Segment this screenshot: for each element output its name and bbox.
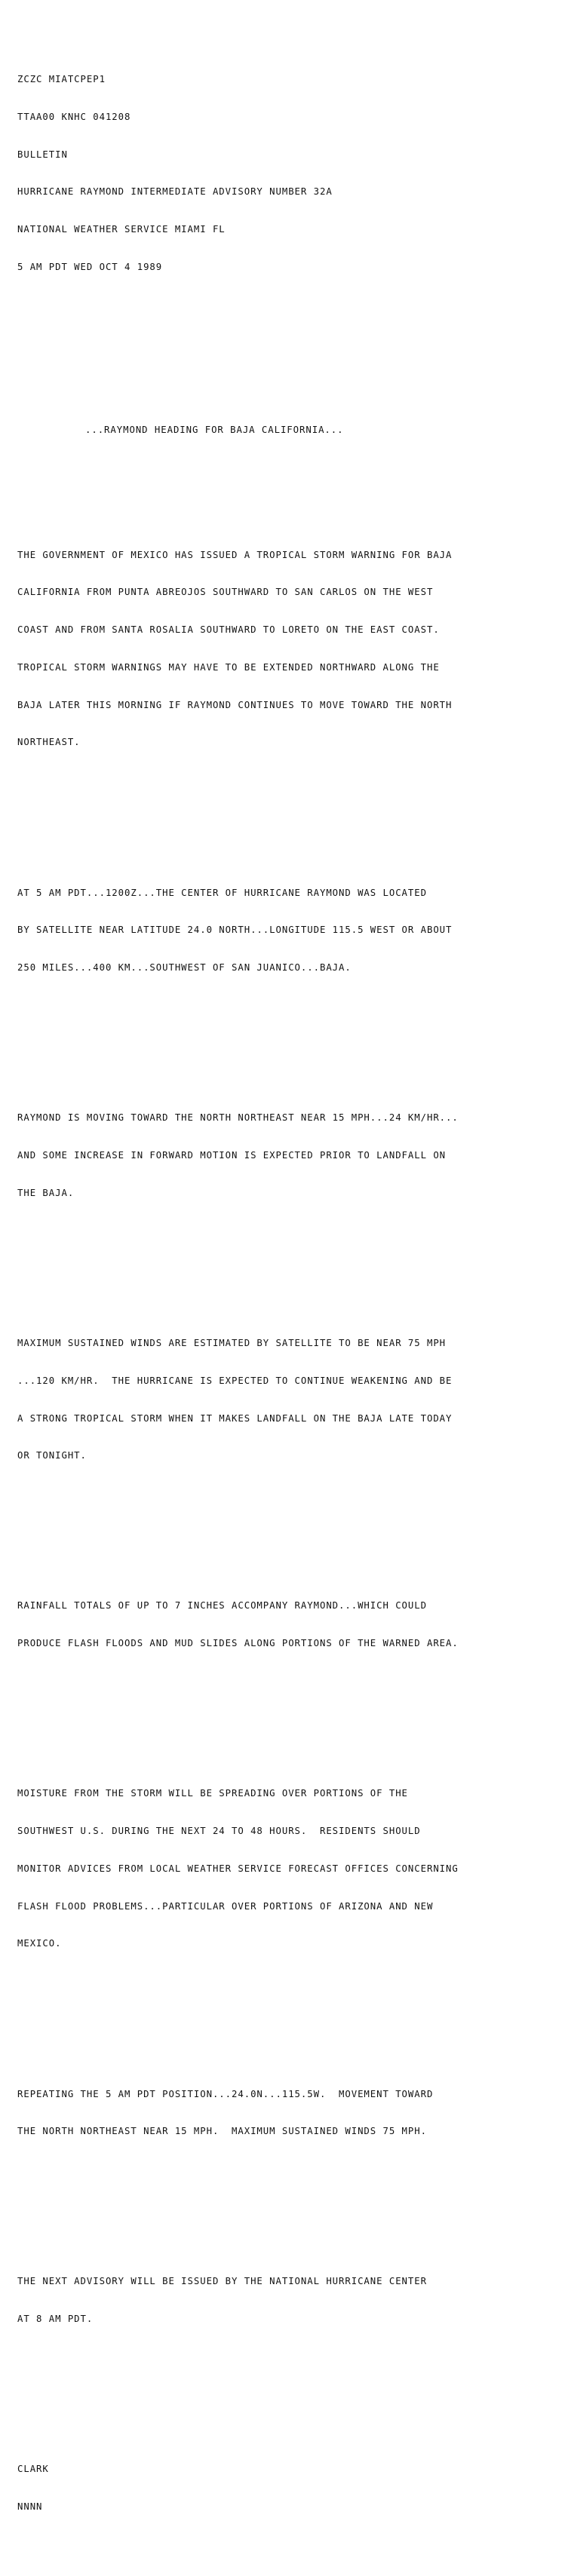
spacer xyxy=(17,373,565,386)
header-block xyxy=(17,48,565,299)
paragraph-line: THE GOVERNMENT OF MEXICO HAS ISSUED A TROPICAL STORM WARNING FOR BAJA xyxy=(17,549,453,560)
paragraph-next-advisory xyxy=(17,2250,565,2351)
advisory-title: HURRICANE RAYMOND INTERMEDIATE ADVISORY NUMBER 32A xyxy=(17,186,333,198)
paragraph-line: AND SOME INCREASE IN FORWARD MOTION IS EXPECTED PRIOR TO LANDFALL ON xyxy=(17,1150,447,1161)
spacer xyxy=(17,1525,565,1538)
paragraph-line: MEXICO. xyxy=(17,1938,62,1949)
paragraph-rainfall xyxy=(17,1575,565,1675)
paragraph-line: AT 8 AM PDT. xyxy=(17,2314,94,2325)
spacer xyxy=(17,1037,565,1050)
paragraph-position xyxy=(17,861,565,999)
end-marker: NNNN xyxy=(17,2501,43,2513)
paragraph-line: 250 MILES...400 KM...SOUTHWEST OF SAN JUANICO...BAJA. xyxy=(17,962,352,974)
paragraph-line: A STRONG TROPICAL STORM WHEN IT MAKES LANDFALL ON THE BAJA LATE TODAY xyxy=(17,1412,453,1424)
issuing-office: NATIONAL WEATHER SERVICE MIAMI FL xyxy=(17,224,226,235)
paragraph-movement xyxy=(17,1087,565,1225)
paragraph-line: THE BAJA. xyxy=(17,1187,75,1198)
spacer xyxy=(17,1262,565,1274)
spacer xyxy=(17,811,565,824)
spacer xyxy=(17,336,565,348)
paragraph-line: TROPICAL STORM WARNINGS MAY HAVE TO BE EXTENDED NORTHWARD ALONG THE xyxy=(17,661,440,673)
headline: ...RAYMOND HEADING FOR BAJA CALIFORNIA... xyxy=(85,424,344,435)
paragraph-line: REPEATING THE 5 AM PDT POSITION...24.0N...115.5W. MOVEMENT TOWARD xyxy=(17,2088,434,2099)
paragraph-line: MOISTURE FROM THE STORM WILL BE SPREADING OVER PORTIONS OF THE xyxy=(17,1788,408,1799)
spacer xyxy=(17,474,565,486)
paragraph-line: MONITOR ADVICES FROM LOCAL WEATHER SERVICE FORECAST OFFICES CONCERNING xyxy=(17,1863,459,1874)
footer-block xyxy=(17,2438,565,2538)
paragraph-line: COAST AND FROM SANTA ROSALIA SOUTHWARD TO LORETO ON THE EAST COAST. xyxy=(17,624,440,636)
paragraph-winds xyxy=(17,1312,565,1487)
paragraph-line: BY SATELLITE NEAR LATITUDE 24.0 NORTH...LONGITUDE 115.5 WEST OR ABOUT xyxy=(17,925,453,936)
spacer xyxy=(17,2013,565,2026)
forecaster-name: CLARK xyxy=(17,2464,49,2475)
paragraph-line: OR TONIGHT. xyxy=(17,1450,87,1461)
paragraph-line: BAJA LATER THIS MORNING IF RAYMOND CONTINUES TO MOVE TOWARD THE NORTH xyxy=(17,699,453,710)
paragraph-line: ...120 KM/HR. THE HURRICANE IS EXPECTED TO CONTINUE WEAKENING AND BE xyxy=(17,1375,453,1386)
spacer xyxy=(17,2388,565,2401)
issue-time: 5 AM PDT WED OCT 4 1989 xyxy=(17,261,163,272)
spacer xyxy=(17,2200,565,2213)
paragraph-line: MAXIMUM SUSTAINED WINDS ARE ESTIMATED BY SATELLITE TO BE NEAR 75 MPH xyxy=(17,1337,447,1348)
paragraph-line: RAINFALL TOTALS OF UP TO 7 INCHES ACCOMPANY RAYMOND...WHICH COULD xyxy=(17,1600,427,1612)
header-line: ZCZC MIATCPEP1 xyxy=(17,73,106,84)
advisory-text xyxy=(17,11,565,2576)
paragraph-line: PRODUCE FLASH FLOODS AND MUD SLIDES ALONG PORTIONS OF THE WARNED AREA. xyxy=(17,1638,459,1649)
paragraph-line: NORTHEAST. xyxy=(17,737,81,748)
paragraph-line: THE NEXT ADVISORY WILL BE ISSUED BY THE NATIONAL HURRICANE CENTER xyxy=(17,2276,427,2287)
paragraph-line: AT 5 AM PDT...1200Z...THE CENTER OF HURRICANE RAYMOND WAS LOCATED xyxy=(17,887,427,898)
paragraph-repeat-position xyxy=(17,2062,565,2163)
paragraph-line: CALIFORNIA FROM PUNTA ABREOJOS SOUTHWARD TO SAN CARLOS ON THE WEST xyxy=(17,587,434,598)
paragraph-line: SOUTHWEST U.S. DURING THE NEXT 24 TO 48 HOURS. RESIDENTS SHOULD xyxy=(17,1826,421,1837)
paragraph-line: RAYMOND IS MOVING TOWARD THE NORTH NORTHEAST NEAR 15 MPH...24 KM/HR... xyxy=(17,1112,459,1124)
paragraph-line: FLASH FLOOD PROBLEMS...PARTICULAR OVER PORTIONS OF ARIZONA AND NEW xyxy=(17,1900,434,1912)
header-line: TTAA00 KNHC 041208 xyxy=(17,111,131,122)
spacer xyxy=(17,1713,565,1725)
paragraph-moisture xyxy=(17,1762,565,1975)
paragraph-line: THE NORTH NORTHEAST NEAR 15 MPH. MAXIMUM SUSTAINED WINDS 75 MPH. xyxy=(17,2126,427,2137)
paragraph-warnings xyxy=(17,523,565,774)
header-line: BULLETIN xyxy=(17,149,68,160)
